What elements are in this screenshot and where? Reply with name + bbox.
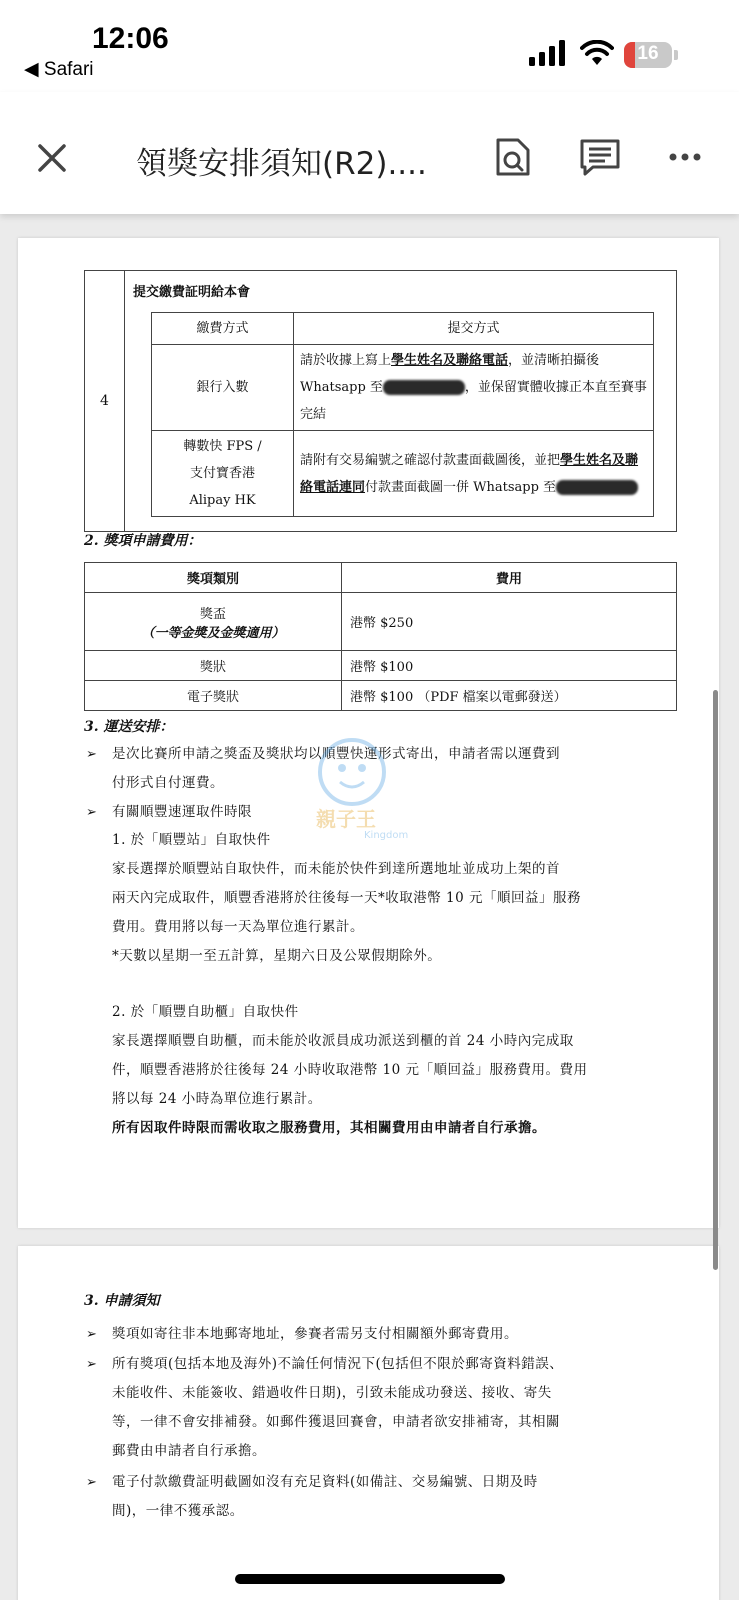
document-toolbar (0, 92, 739, 214)
table-row: 電子獎狀 港幣 $100 （PDF 檔案以電郵發送） (85, 681, 677, 711)
wifi-icon (580, 40, 614, 66)
table-caption: 提交繳費証明給本會 (133, 285, 251, 300)
header-payment-method: 繳費方式 (152, 313, 294, 345)
fee-value: 港幣 $250 (342, 593, 677, 651)
section-delivery-title: 3. 運送安排： (84, 719, 174, 735)
battery-percent: 16 (637, 43, 659, 64)
payment-proof-table (84, 270, 677, 532)
header-fee: 費用 (342, 563, 677, 593)
method-bank: 銀行入數 (152, 345, 294, 431)
svg-text:親子王: 親子王 (316, 807, 376, 831)
scrollbar[interactable] (713, 690, 718, 1270)
notes-bullet-3: ➢ 電子付款繳費証明截圖如沒有充足資料(如備註、交易編號、日期及時 間)，一律不獲承認。 (112, 1468, 538, 1526)
back-to-safari-link[interactable]: ◀ Safari (24, 59, 94, 80)
fee-table (84, 562, 677, 711)
back-app-label: Safari (43, 59, 94, 80)
payment-method-table (151, 312, 654, 517)
battery-tip (674, 50, 678, 60)
notes-bullet-1: ➢ 獎項如寄往非本地郵寄地址，參賽者需另支付相關額外郵寄費用。 (112, 1320, 518, 1349)
svg-text:Kingdom: Kingdom (364, 830, 409, 841)
row-number: 4 (85, 271, 125, 532)
section-application-notes-title: 3. 申請須知 (84, 1293, 160, 1309)
table-row: 獎狀 港幣 $100 (85, 651, 677, 681)
table-row (152, 431, 654, 517)
table-header-row (152, 313, 654, 345)
section-fees-title: 2. 獎項申請費用： (84, 533, 202, 549)
redacted-phone (383, 380, 465, 395)
more-icon[interactable] (668, 152, 702, 162)
table-header-row (85, 563, 677, 593)
delivery-bullet-2: ➢ 有關順豐速運取件時限 (112, 798, 252, 827)
redacted-phone (556, 480, 638, 495)
battery-icon (624, 42, 672, 68)
notes-bullet-2: ➢ 所有獎項(包括本地及海外)不論任何情況下(包括但不限於郵寄資料錯誤、 未能收件、未能簽收、錯過收件日期)，引致未能成功發送、接收、寄失 等，一律不會安排補發。如郵件獲退回賽會，申請者欲安排補寄，其相關 郵費由申請者自行承擔。 (112, 1350, 563, 1466)
document-page-2 (18, 1246, 719, 1600)
fee-value: 港幣 $100 （PDF 檔案以電郵發送） (342, 681, 677, 711)
fee-value: 港幣 $100 (342, 651, 677, 681)
submit-fps: 請附有交易編號之確認付款畫面截圖後，並把學生姓名及聯絡電話連同付款畫面截圖一併 Whatsapp 至 (294, 431, 654, 517)
comment-icon[interactable] (579, 138, 621, 178)
home-indicator[interactable] (235, 1574, 505, 1584)
cellular-signal-icon (529, 40, 565, 66)
pickup-locker-section: 2. 於「順豐自助櫃」自取快件 家長選擇順豐自助櫃，而未能於收派員成功派送到櫃的首 24 小時內完成取 件，順豐香港將於往後每 24 小時收取港幣 10 元「順回益」服務費用。費用 將以每 24 小時為單位進行累計。 所有因取件時限而需收取之服務費用，其相關費用由申請者自行承擔。 (112, 1004, 588, 1136)
watermark-logo (300, 722, 410, 842)
document-title: 領獎安排須知(R2).... (136, 146, 427, 182)
delivery-bullet-1: ➢ 是次比賽所申請之獎盃及獎狀均以順豐快運形式寄出，申請者需以運費到 付形式自付運費。 (112, 740, 560, 798)
header-submit-method: 提交方式 (294, 313, 654, 345)
close-icon[interactable] (34, 140, 70, 176)
table-row (152, 345, 654, 431)
status-time: 12:06 (92, 22, 169, 55)
table-row: 獎盃 （一等金獎及金獎適用） 港幣 $250 (85, 593, 677, 651)
search-document-icon[interactable] (494, 136, 532, 178)
header-award-type: 獎項類別 (85, 563, 342, 593)
pickup-station-section: 1. 於「順豐站」自取快件 家長選擇於順豐站自取快件，而未能於快件到達所選地址並成功上架的首 兩天內完成取件，順豐香港將於往後每一天*收取港幣 10 元「順回益」服務 費用。費用將以每一天為單位進行累計。 *天數以星期一至五計算，星期六日及公眾假期除外。 (112, 832, 582, 964)
submit-bank: 請於收據上寫上學生姓名及聯絡電話，並清晰拍攝後 Whatsapp 至 ，並保留實體收據正本直至賽事完結 (294, 345, 654, 431)
status-bar (0, 0, 739, 92)
method-fps: 轉數快 FPS / 支付寶香港 Alipay HK (152, 431, 294, 517)
